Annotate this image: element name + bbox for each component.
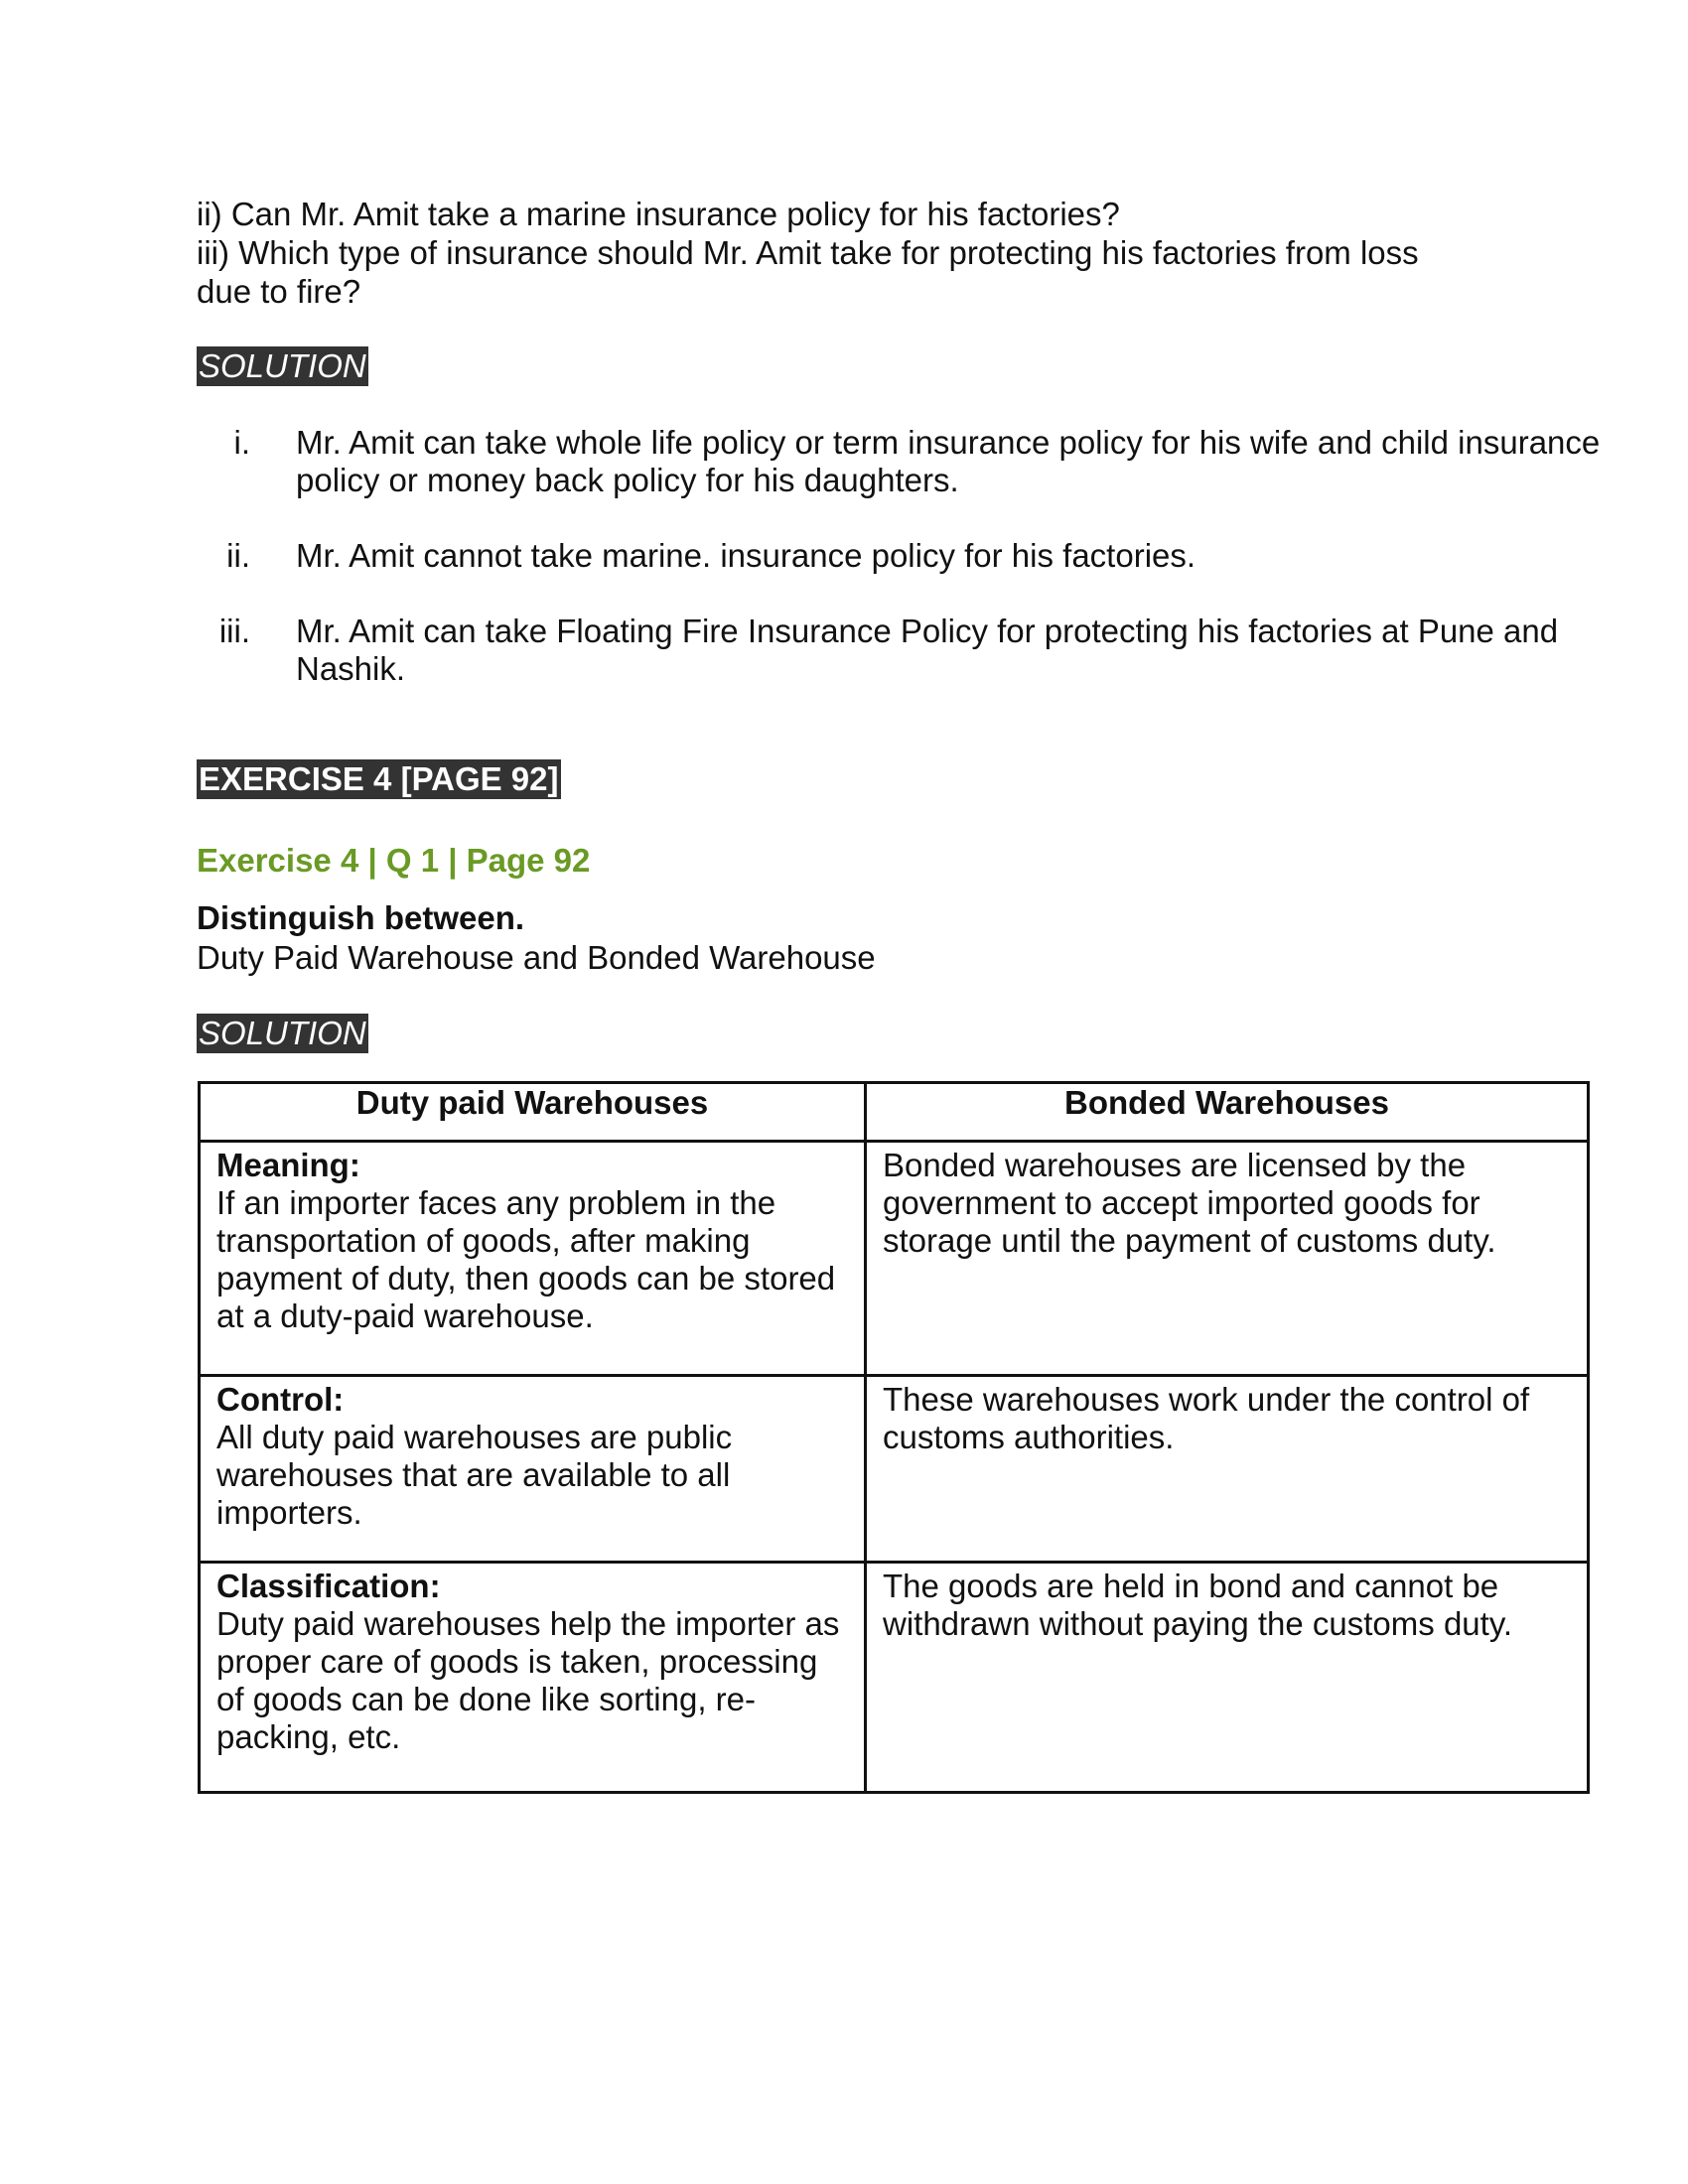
solution-item (197, 424, 1607, 499)
table-row (200, 1563, 1589, 1793)
solution-item (197, 613, 1607, 688)
table-header-row (200, 1083, 1589, 1142)
table-row (200, 1142, 1589, 1376)
exercise-label: EXERCISE 4 [PAGE 92] (199, 760, 559, 797)
row-right-text: Bonded warehouses are licensed by the government to accept imported goods for storage until the payment of customs duty. (883, 1147, 1496, 1259)
row-heading: Control: (216, 1381, 345, 1418)
row-heading: Meaning: (216, 1147, 360, 1183)
document-page (197, 195, 1601, 1794)
solution-item-marker: ii. (226, 537, 250, 574)
solution-item-marker: i. (233, 424, 250, 461)
solution-item-text: Mr. Amit cannot take marine. insurance policy for his factories. (296, 537, 1196, 574)
solution-list (197, 424, 1601, 688)
row-right-text: The goods are held in bond and cannot be withdrawn without paying the customs duty. (883, 1568, 1513, 1642)
solution-label: SOLUTION (199, 347, 366, 384)
solution-item-text: Mr. Amit can take whole life policy or term insurance policy for his wife and child insurance policy or money back policy for his daughters. (296, 424, 1601, 498)
exercise-reference: Exercise 4 | Q 1 | Page 92 (197, 842, 591, 879)
solution-label-2: SOLUTION (199, 1015, 366, 1051)
row-heading: Classification: (216, 1568, 441, 1604)
table-cell-right (866, 1563, 1589, 1793)
row-left-text: Duty paid warehouses help the importer as proper care of goods is taken, processing of goods can be done like sorting, re-packing, etc. (216, 1605, 840, 1755)
solution-item-text: Mr. Amit can take Floating Fire Insurance Policy for protecting his factories at Pune and Nashik. (296, 613, 1559, 687)
header-bonded: Bonded Warehouses (866, 1083, 1589, 1142)
table-cell-right (866, 1376, 1589, 1563)
question-title: Distinguish between. (197, 899, 525, 936)
header-duty-paid: Duty paid Warehouses (200, 1083, 866, 1142)
row-left-text: All duty paid warehouses are public warehouses that are available to all importers. (216, 1419, 733, 1531)
question-text: Duty Paid Warehouse and Bonded Warehouse (197, 939, 876, 976)
table-row (200, 1376, 1589, 1563)
table-cell-left (200, 1142, 866, 1376)
table-cell-left (200, 1376, 866, 1563)
solution-item-marker: iii. (218, 613, 250, 649)
comparison-table (198, 1081, 1590, 1794)
question-iii-line-1: iii) Which type of insurance should Mr. Amit take for protecting his factories from loss (197, 234, 1419, 271)
table-cell-left (200, 1563, 866, 1793)
table-cell-right (866, 1142, 1589, 1376)
solution-item (197, 537, 1607, 575)
question-iii-line-2: due to fire? (197, 273, 361, 310)
row-right-text: These warehouses work under the control of customs authorities. (883, 1381, 1530, 1455)
row-left-text: If an importer faces any problem in the transportation of goods, after making payment of duty, then goods can be stored at a duty-paid warehouse. (216, 1184, 836, 1334)
question-ii: ii) Can Mr. Amit take a marine insurance policy for his factories? (197, 196, 1120, 232)
